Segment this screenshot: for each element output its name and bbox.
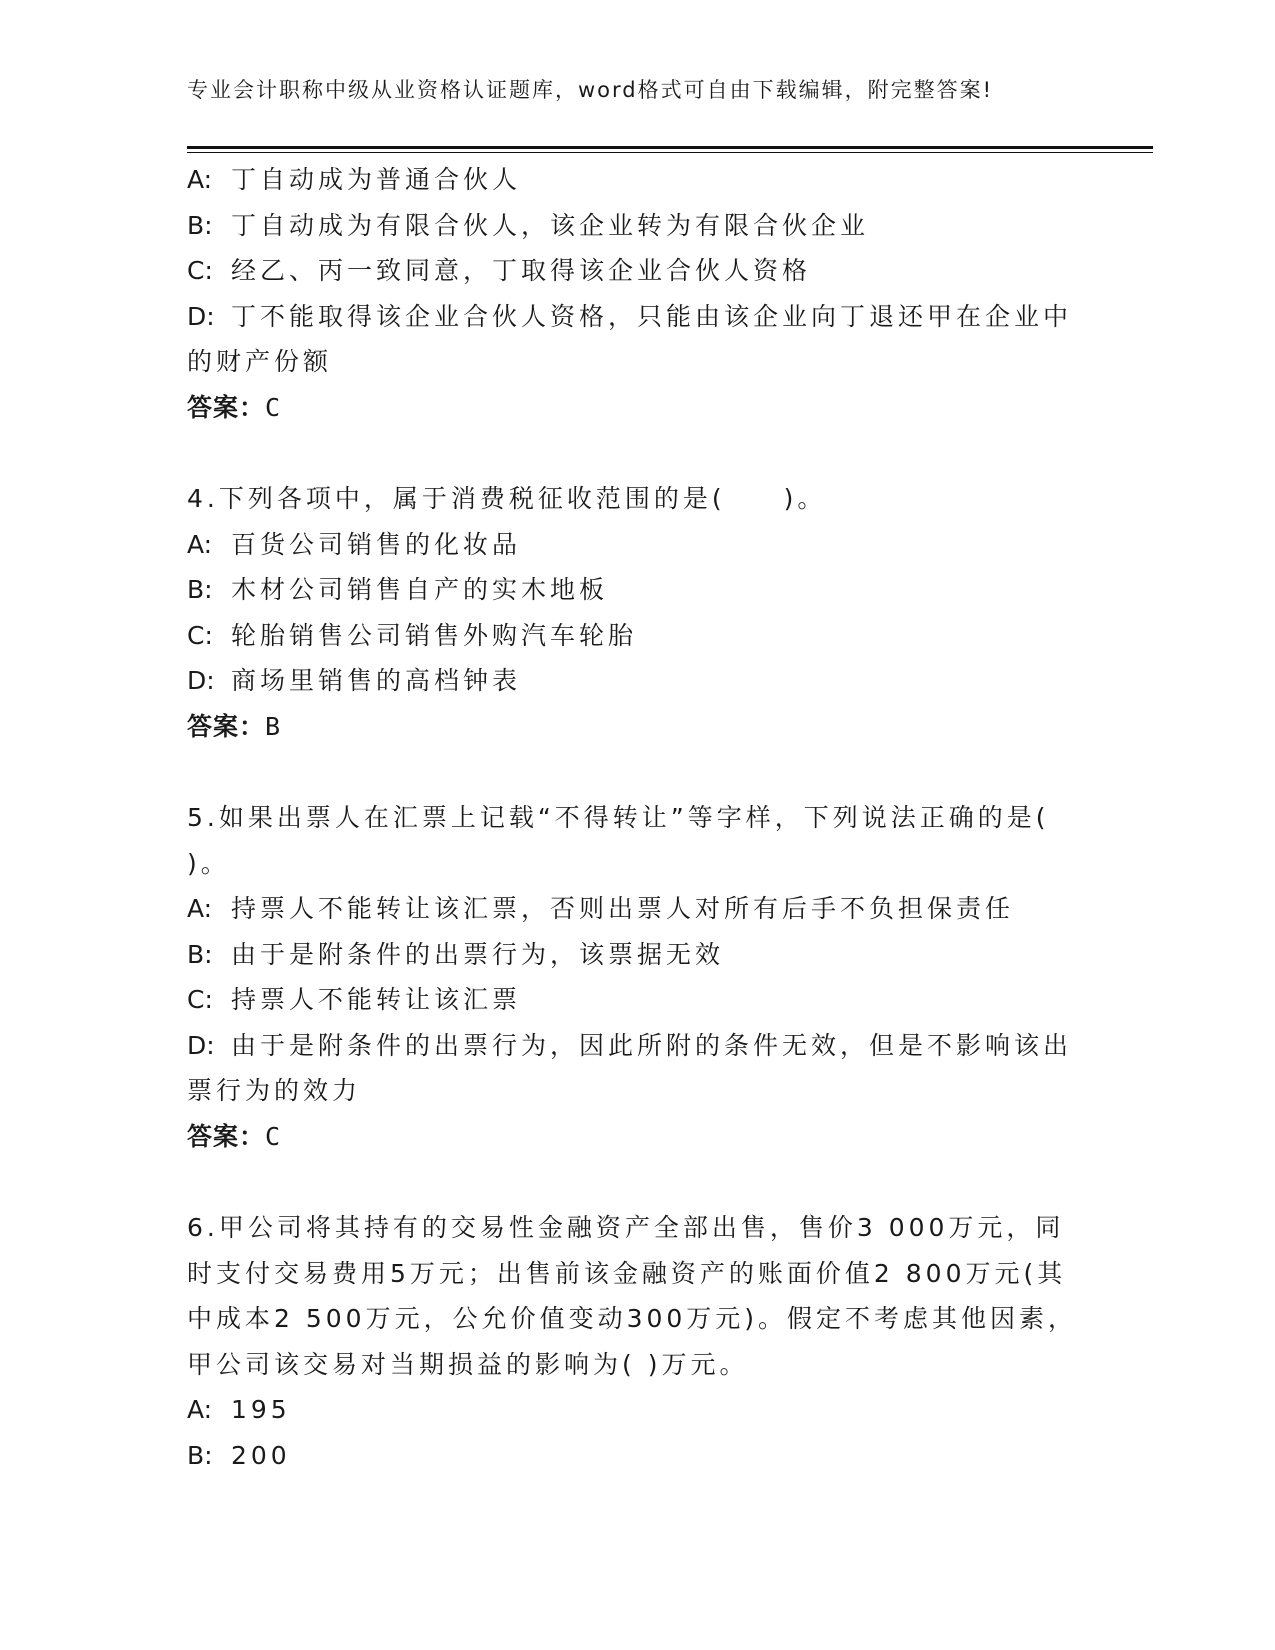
answer-line: 答案：C: [187, 392, 281, 422]
question-3-tail: [187, 157, 1087, 430]
option-a: A: 195: [187, 1395, 291, 1424]
option-a: A: 百货公司销售的化妆品: [187, 529, 522, 559]
spacer: [187, 430, 1087, 476]
page-header: 专业会计职称中级从业资格认证题库，word格式可自由下载编辑，附完整答案!: [187, 78, 994, 102]
question-content: [187, 157, 1087, 1478]
option-d-continued: 票行为的效力: [187, 1076, 362, 1105]
option-d: D: 由于是附条件的出票行为，因此所附的条件无效，但是不影响该出: [187, 1030, 1073, 1060]
option-b: B: 200: [187, 1440, 291, 1470]
option-c: C: 轮胎销售公司销售外购汽车轮胎: [187, 620, 638, 650]
answer-line: 答案：B: [187, 711, 281, 741]
option-c: C: 持票人不能转让该汇票: [187, 985, 522, 1014]
option-a: A: 持票人不能转让该汇票，否则出票人对所有后手不负担保责任: [187, 894, 1015, 923]
answer-value: C: [265, 1121, 281, 1151]
question-4: [187, 476, 1087, 749]
question-text-continued: 甲公司该交易对当期损益的影响为( )万元。: [187, 1349, 749, 1379]
option-d: D: 商场里销售的高档钟表: [187, 666, 522, 695]
option-a: A: 丁自动成为普通合伙人: [187, 165, 522, 194]
answer-value: B: [265, 711, 281, 741]
option-d-continued: 的财产份额: [187, 347, 333, 376]
question-text: 5.如果出票人在汇票上记载“不得转让”等字样，下列说法正确的是(: [187, 803, 1050, 832]
question-text-continued: 时支付交易费用5万元；出售前该金融资产的账面价值2 800万元(其: [187, 1258, 1067, 1288]
header-divider-thin: [187, 152, 1153, 153]
option-b: B: 木材公司销售自产的实木地板: [187, 575, 609, 604]
header-divider-thick: [187, 146, 1153, 149]
question-5: [187, 795, 1087, 1159]
spacer: [187, 749, 1087, 795]
question-text: 4.下列各项中，属于消费税征收范围的是( )。: [187, 484, 827, 513]
option-b: B: 丁自动成为有限合伙人，该企业转为有限合伙企业: [187, 210, 870, 240]
question-text: 6.甲公司将其持有的交易性金融资产全部出售，售价3 000万元，同: [187, 1213, 1065, 1242]
question-6: [187, 1205, 1087, 1478]
spacer: [187, 1159, 1087, 1205]
question-text-continued: 中成本2 500万元，公允价值变动300万元)。假定不考虑其他因素，: [187, 1304, 1078, 1333]
answer-line: 答案：C: [187, 1121, 281, 1151]
option-b: B: 由于是附条件的出票行为，该票据无效: [187, 939, 725, 969]
answer-value: C: [265, 392, 281, 422]
question-text-continued: )。: [187, 848, 230, 878]
option-d: D: 丁不能取得该企业合伙人资格，只能由该企业向丁退还甲在企业中: [187, 301, 1073, 331]
option-c: C: 经乙、丙一致同意，丁取得该企业合伙人资格: [187, 256, 812, 285]
